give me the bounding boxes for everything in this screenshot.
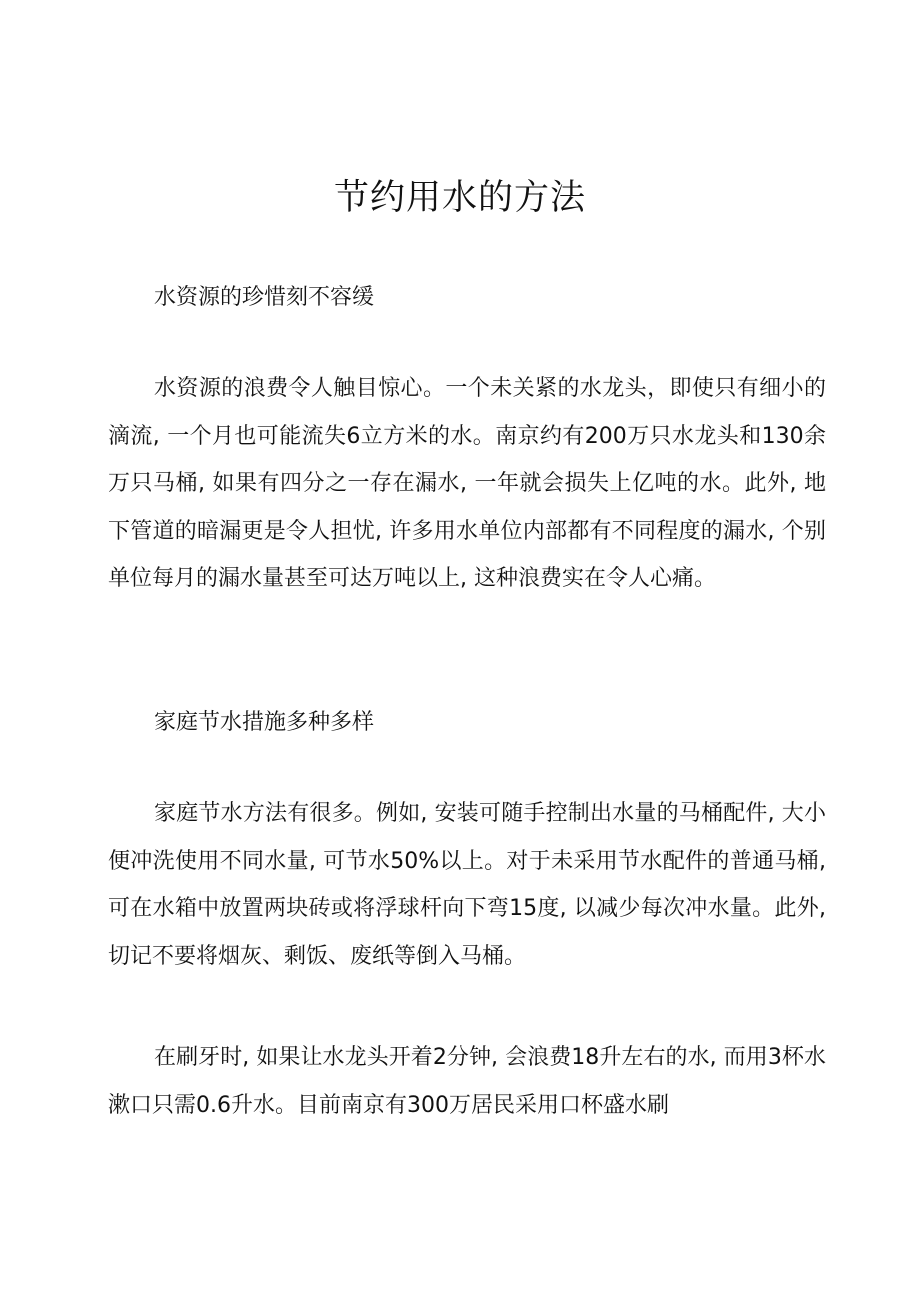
paragraph: 水资源的浪费令人触目惊心。一个未关紧的水龙头，即使只有细小的滴流, 一个月也可能流失6立方米的水。南京约有200万只水龙头和130余万只马桶, 如果有四分之一存在漏水, 一年就会损失上亿吨的水。此外, 地下管道的暗漏更是令人担忧, 许多用水单位内部都有不同程度的漏水, 个别单位每月的漏水量甚至可达万吨以上, 这种浪费实在令人心痛。	[108, 376, 826, 591]
paragraph: 在刷牙时, 如果让水龙头开着2分钟, 会浪费18升左右的水, 而用3杯水漱口只需0.6升水。目前南京有300万居民采用口杯盛水刷	[108, 1045, 826, 1118]
section-heading: 水资源的珍惜刻不容缓	[154, 285, 375, 310]
section-heading: 家庭节水措施多种多样	[154, 710, 375, 735]
document-title: 节约用水的方法	[333, 178, 586, 218]
paragraph: 家庭节水方法有很多。例如, 安装可随手控制出水量的马桶配件, 大小便冲洗使用不同水量, 可节水50%以上。对于未采用节水配件的普通马桶, 可在水箱中放置两块砖或将浮球杆向下弯15度, 以减少每次冲水量。此外, 切记不要将烟灰、剩饭、废纸等倒入马桶。	[108, 801, 826, 969]
